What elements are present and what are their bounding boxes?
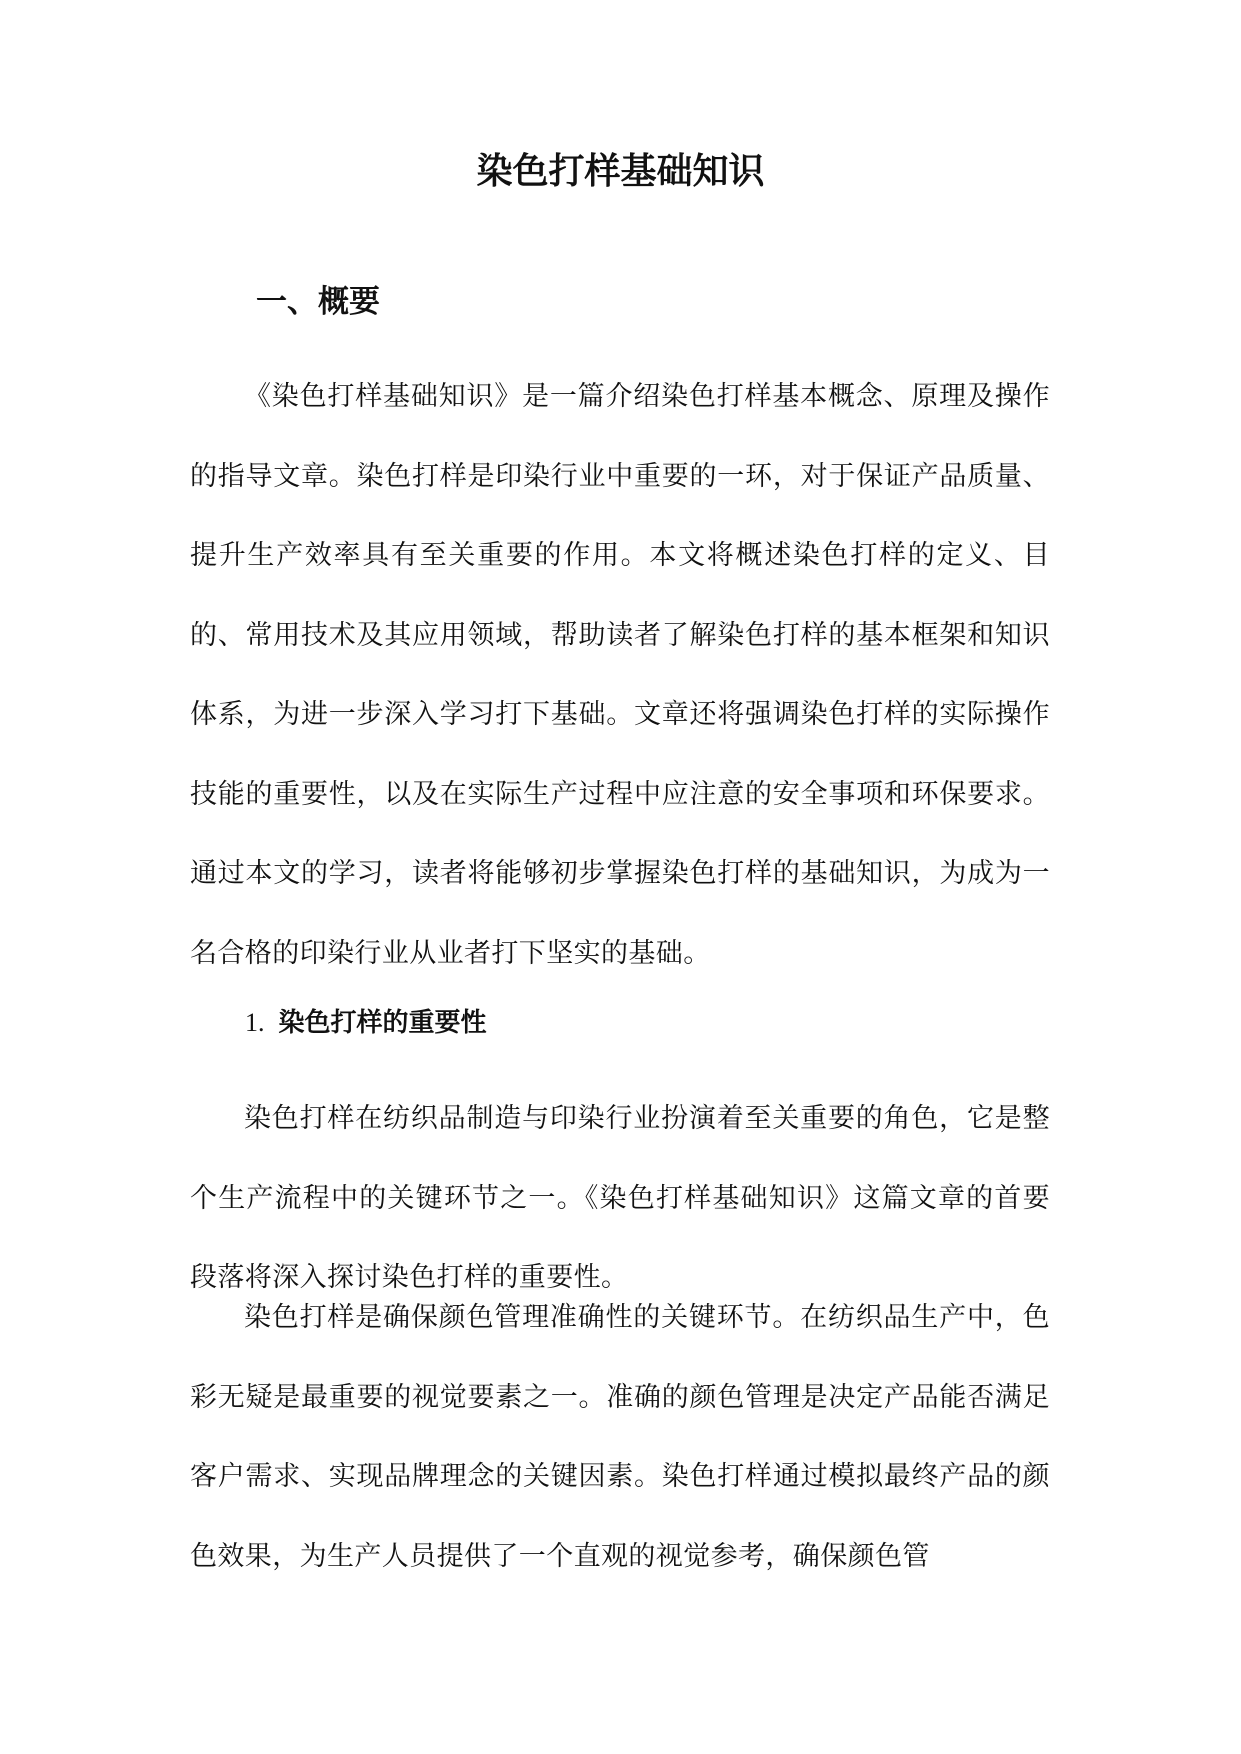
subsection-title: 染色打样的重要性	[278, 1008, 487, 1038]
subsection-heading-importance	[245, 1006, 487, 1040]
section-heading-overview: 一、概要	[256, 284, 380, 320]
document-title: 染色打样基础知识	[476, 151, 765, 192]
overview-paragraph: 《染色打样基础知识》是一篇介绍染色打样基本概念、原理及操作的指导文章。染色打样是印染行业中重要的一环，对于保证产品质量、提升生产效率具有至关重要的作用。本文将概述染色打样的定义、目的、常用技术及其应用领域，帮助读者了解染色打样的基本框架和知识体系，为进一步深入学习打下基础。文章还将强调染色打样的实际操作技能的重要性，以及在实际生产过程中应注意的安全事项和环保要求。通过本文的学习，读者将能够初步掌握染色打样的基础知识，为成为一名合格的印染行业从业者打下坚实的基础。	[190, 381, 1050, 969]
importance-paragraph-1: 染色打样在纺织品制造与印染行业扮演着至关重要的角色，它是整个生产流程中的关键环节之一。《染色打样基础知识》这篇文章的首要段落将深入探讨染色打样的重要性。	[190, 1103, 1050, 1293]
subsection-number: 1.	[245, 1008, 265, 1037]
importance-paragraph-2: 染色打样是确保颜色管理准确性的关键环节。在纺织品生产中，色彩无疑是最重要的视觉要素之一。准确的颜色管理是决定产品能否满足客户需求、实现品牌理念的关键因素。染色打样通过模拟最终产品的颜色效果，为生产人员提供了一个直观的视觉参考，确保颜色管	[190, 1302, 1050, 1572]
